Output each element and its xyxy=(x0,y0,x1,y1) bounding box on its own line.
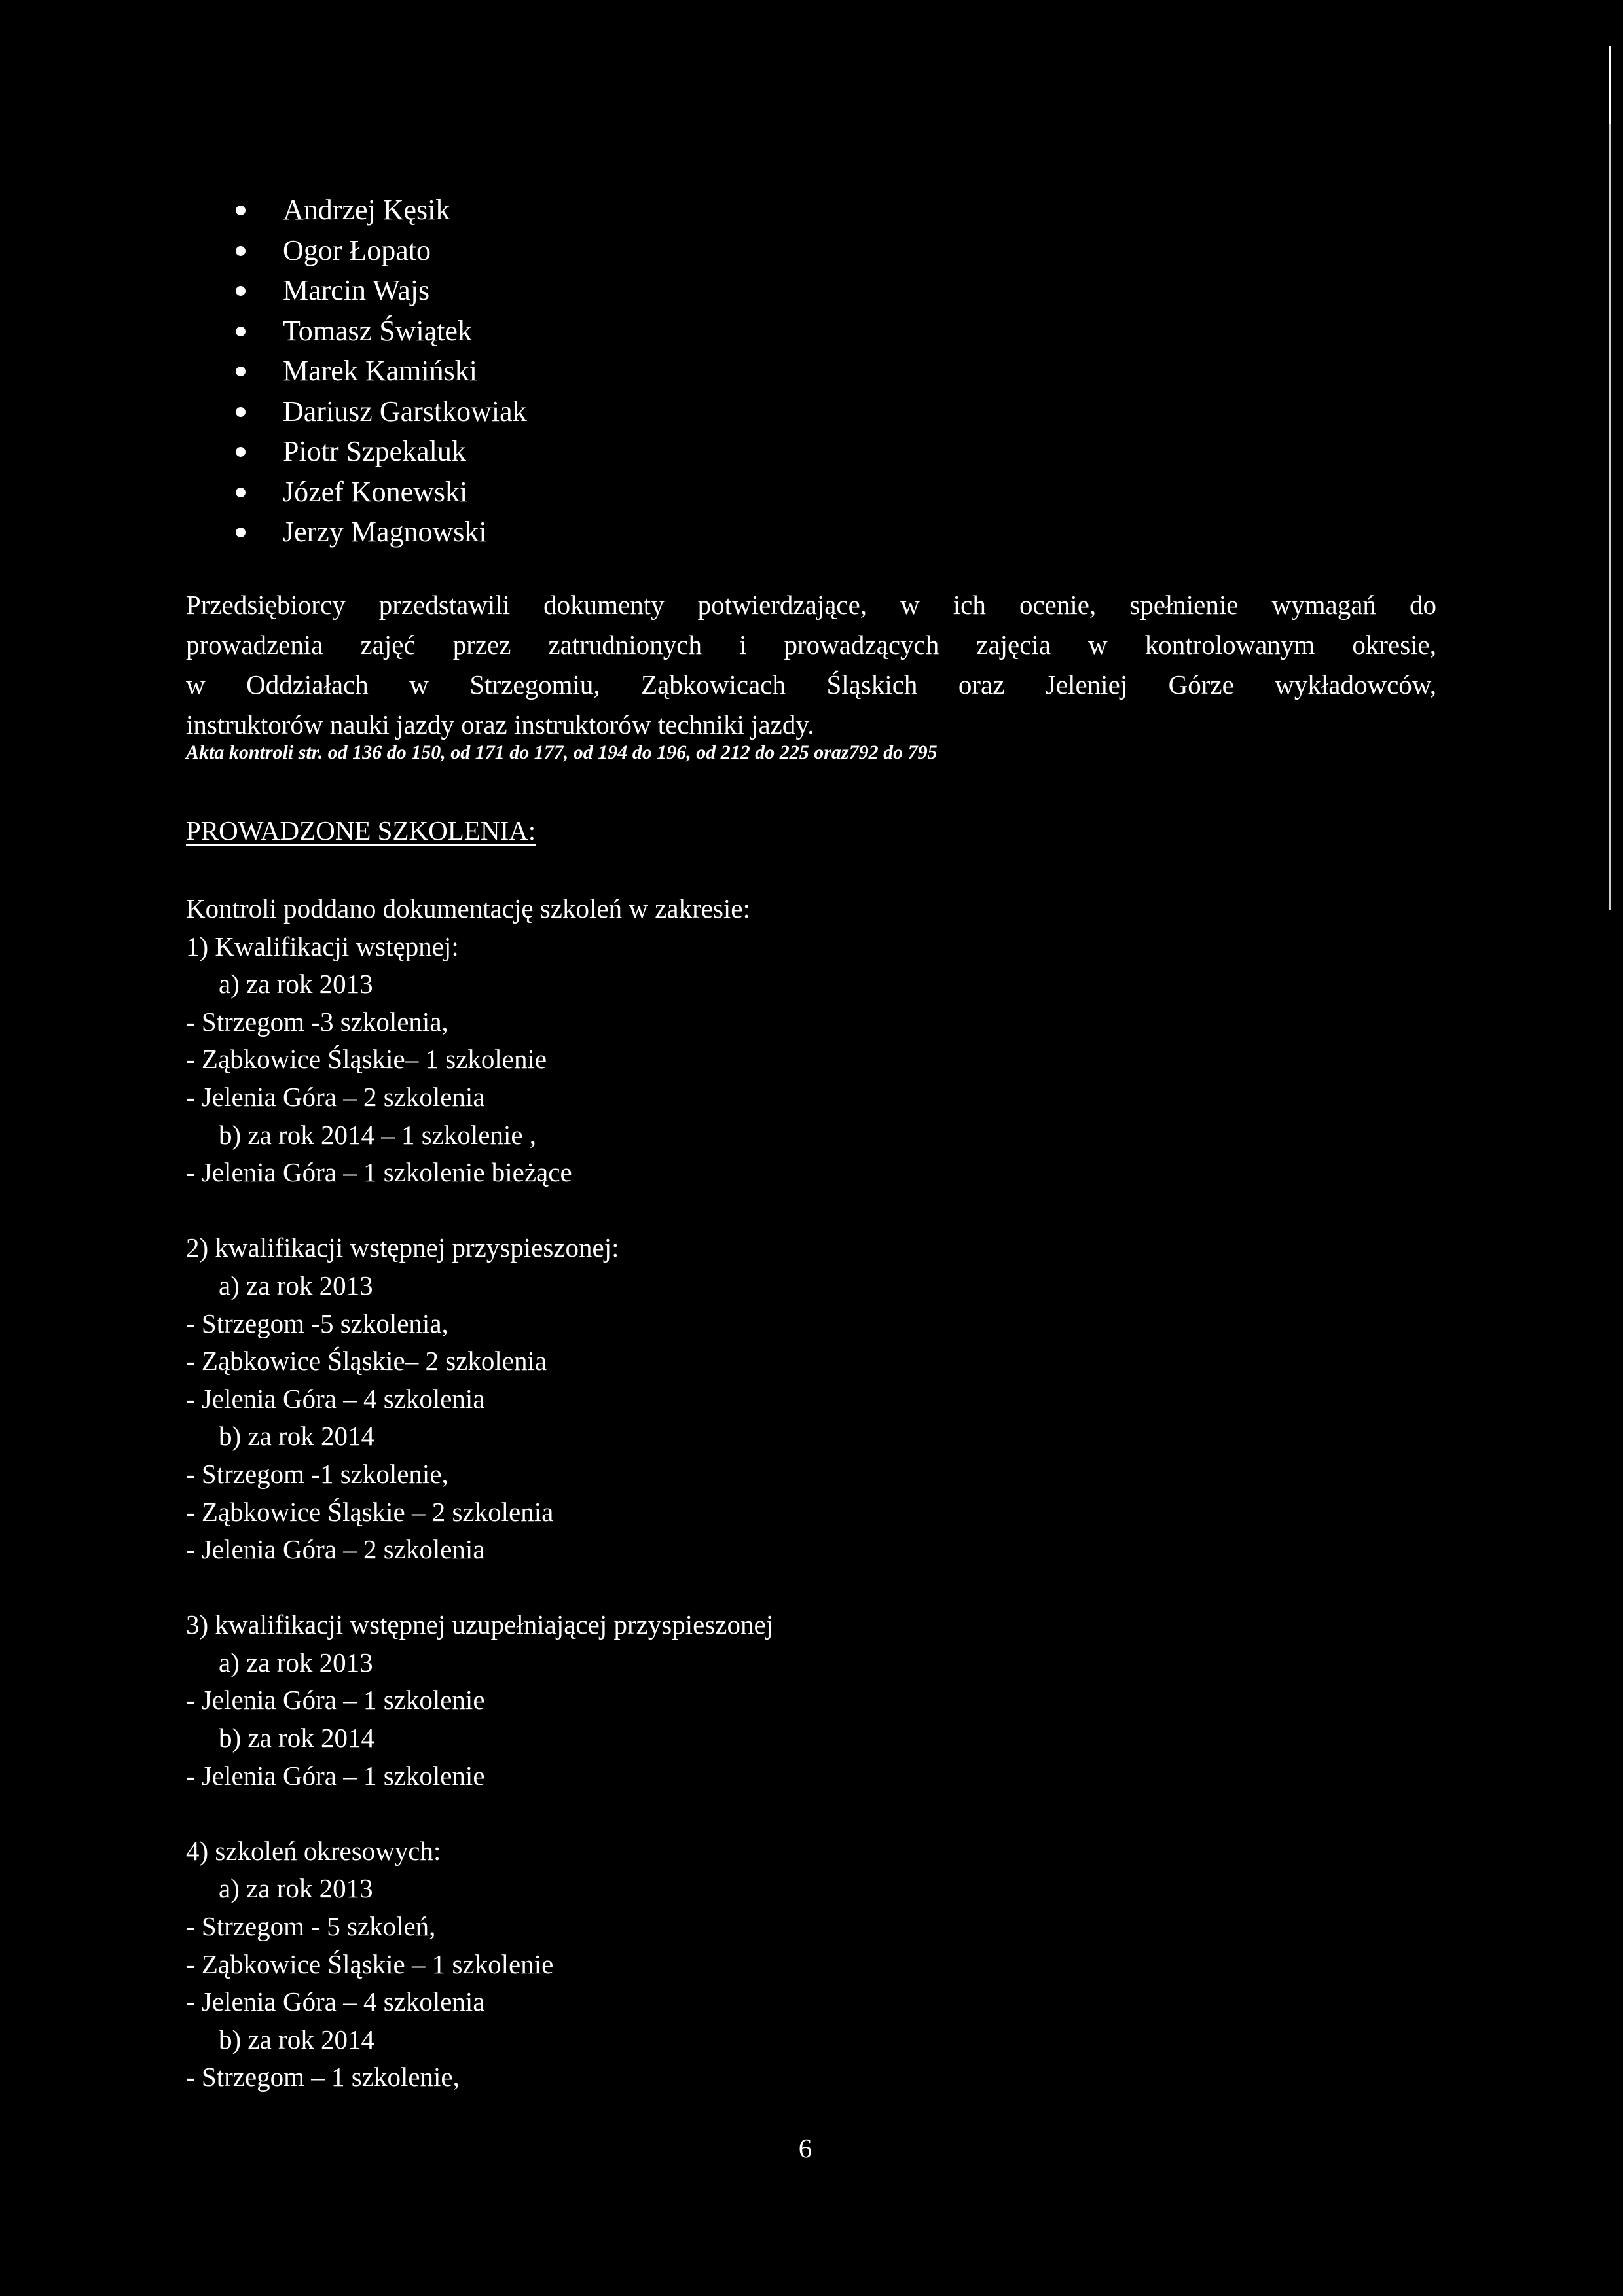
person-list-item xyxy=(236,512,527,552)
bullet-icon xyxy=(236,528,246,537)
person-list-item xyxy=(236,230,527,271)
person-list-item xyxy=(236,472,527,512)
text-line: - Strzegom -5 szkolenia, xyxy=(186,1308,448,1338)
page-number: 6 xyxy=(798,2133,812,2163)
blank-line xyxy=(186,1192,773,1230)
person-list-item xyxy=(236,431,527,472)
text-line: - Ząbkowice Śląskie– 1 szkolenie xyxy=(186,1044,547,1075)
intro-paragraph xyxy=(186,585,1436,745)
person-list xyxy=(236,190,527,552)
person-list-item xyxy=(236,391,527,432)
person-name: Jerzy Magnowski xyxy=(283,516,487,548)
text-line: 2) kwalifikacji wstępnej przyspieszonej: xyxy=(186,1232,619,1263)
page-edge-line xyxy=(1609,46,1611,910)
text-line: a) za rok 2013 xyxy=(219,1270,373,1300)
text-line: - Strzegom - 5 szkoleń, xyxy=(186,1911,436,1942)
person-list-item xyxy=(236,351,527,391)
paragraph-line: w Oddziałach w Strzegomiu, Ząbkowicach Śląskich oraz Jeleniej Górze wykładowców, xyxy=(186,670,1436,700)
text-line: - Strzegom -3 szkolenia, xyxy=(186,1006,448,1037)
bullet-icon xyxy=(236,407,246,417)
bullet-icon xyxy=(236,246,246,256)
text-line: b) za rok 2014 xyxy=(219,1723,374,1753)
text-line: - Ząbkowice Śląskie – 1 szkolenie xyxy=(186,1948,554,1979)
person-list-item xyxy=(236,190,527,230)
person-name: Andrzej Kęsik xyxy=(283,194,450,226)
text-line: - Jelenia Góra – 1 szkolenie xyxy=(186,1685,485,1715)
text-line: - Jelenia Góra – 4 szkolenia xyxy=(186,1383,485,1414)
blank-line xyxy=(186,1569,773,1607)
person-name: Piotr Szpekaluk xyxy=(283,435,466,467)
bullet-icon xyxy=(236,327,246,336)
text-line: a) za rok 2013 xyxy=(219,969,373,999)
person-name: Tomasz Świątek xyxy=(283,314,472,347)
section-heading: PROWADZONE SZKOLENIA: xyxy=(186,816,536,846)
text-line: a) za rok 2013 xyxy=(219,1873,373,1904)
bullet-icon xyxy=(236,206,246,215)
training-list xyxy=(186,890,773,2096)
bullet-icon xyxy=(236,286,246,296)
text-line: - Jelenia Góra – 1 szkolenie bieżące xyxy=(186,1157,572,1188)
bullet-icon xyxy=(236,447,246,457)
person-name: Józef Konewski xyxy=(283,475,468,508)
text-line: - Jelenia Góra – 1 szkolenie xyxy=(186,1760,485,1791)
bullet-icon xyxy=(236,488,246,497)
text-line: - Jelenia Góra – 2 szkolenia xyxy=(186,1534,485,1565)
page-edge-line-top xyxy=(1609,46,1611,124)
person-name: Dariusz Garstkowiak xyxy=(283,395,527,427)
text-line: a) za rok 2013 xyxy=(219,1647,373,1677)
text-line: b) za rok 2014 – 1 szkolenie , xyxy=(219,1119,537,1150)
text-line: 1) Kwalifikacji wstępnej: xyxy=(186,931,459,961)
person-list-item xyxy=(236,311,527,351)
paragraph-line: instruktorów nauki jazdy oraz instruktorów techniki jazdy. xyxy=(186,709,814,740)
paragraph-line: Przedsiębiorcy przedstawili dokumenty potwierdzające, w ich ocenie, spełnienie wymagań do xyxy=(186,590,1436,620)
person-name: Marek Kamiński xyxy=(283,355,477,387)
person-list-item xyxy=(236,270,527,311)
akta-reference: Akta kontroli str. od 136 do 150, od 171 do 177, od 194 do 196, od 212 do 225 oraz792 do 795 xyxy=(186,742,938,763)
person-name: Ogor Łopato xyxy=(283,234,431,266)
person-name: Marcin Wajs xyxy=(283,274,430,306)
bullet-icon xyxy=(236,367,246,376)
text-line: - Ząbkowice Śląskie – 2 szkolenia xyxy=(186,1496,554,1527)
paragraph-line: prowadzenia zajęć przez zatrudnionych i prowadzących zajęcia w kontrolowanym okresie, xyxy=(186,630,1436,660)
text-line: b) za rok 2014 xyxy=(219,1421,374,1452)
text-line: 3) kwalifikacji wstępnej uzupełniającej przyspieszonej xyxy=(186,1609,774,1640)
text-line: - Strzegom -1 szkolenie, xyxy=(186,1458,448,1489)
text-line: b) za rok 2014 xyxy=(219,2024,374,2054)
text-line: Kontroli poddano dokumentację szkoleń w zakresie: xyxy=(186,893,750,924)
text-line: - Jelenia Góra – 2 szkolenia xyxy=(186,1081,485,1112)
text-line: 4) szkoleń okresowych: xyxy=(186,1835,441,1866)
text-line: - Strzegom – 1 szkolenie, xyxy=(186,2062,460,2092)
blank-line xyxy=(186,1795,773,1833)
text-line: - Jelenia Góra – 4 szkolenia xyxy=(186,1986,485,2017)
text-line: - Ząbkowice Śląskie– 2 szkolenia xyxy=(186,1346,547,1376)
